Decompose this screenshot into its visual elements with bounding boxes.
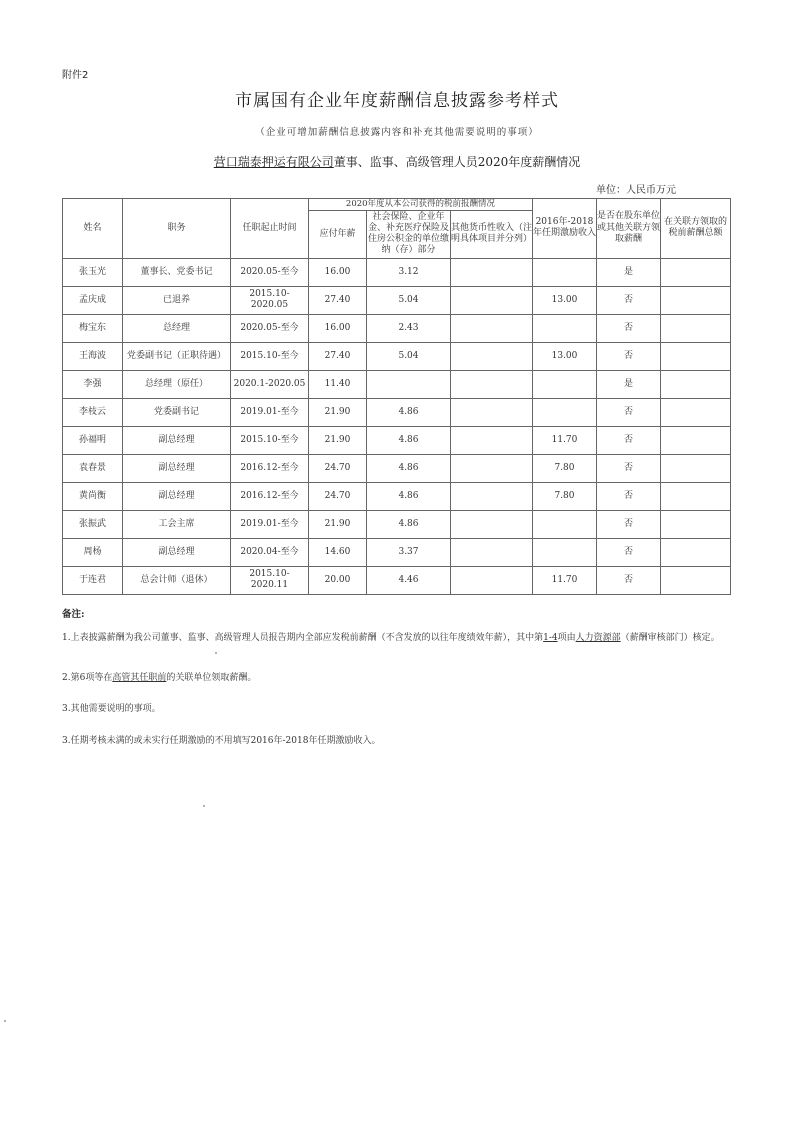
cell-salary: 27.40 xyxy=(309,342,367,370)
table-row xyxy=(63,286,731,314)
cell-name: 孙福明 xyxy=(63,426,123,454)
header-incentive: 2016年-2018年任期激励收入 xyxy=(533,199,597,259)
cell-affiliate-total xyxy=(661,426,731,454)
header-other-income: 其他货币性收入（注明具体项目并分列） xyxy=(451,210,533,258)
cell-incentive: 7.80 xyxy=(533,482,597,510)
cell-other xyxy=(451,510,533,538)
cell-affiliate-total xyxy=(661,370,731,398)
cell-insurance: 2.43 xyxy=(367,314,451,342)
unit-label: 单位：人民币万元 xyxy=(596,185,676,196)
cell-insurance: 4.86 xyxy=(367,426,451,454)
cell-affiliate-total xyxy=(661,258,731,286)
cell-salary: 16.00 xyxy=(309,258,367,286)
cell-insurance: 5.04 xyxy=(367,342,451,370)
cell-position: 党委副书记 xyxy=(123,398,231,426)
cell-name: 袁春景 xyxy=(63,454,123,482)
cell-position: 党委副书记（正职待遇） xyxy=(123,342,231,370)
header-group: 2020年度从本公司获得的税前报酬情况 xyxy=(309,199,533,211)
cell-insurance: 3.37 xyxy=(367,538,451,566)
cell-position: 董事长、党委书记 xyxy=(123,258,231,286)
cell-affiliate: 否 xyxy=(597,566,661,594)
cell-affiliate-total xyxy=(661,454,731,482)
note-2 xyxy=(62,672,732,685)
cell-name: 王海波 xyxy=(63,342,123,370)
cell-insurance: 4.86 xyxy=(367,454,451,482)
note-1-text: 1.上表披露薪酬为我公司董事、监事、高级管理人员报告期内全部应发税前薪酬（不含发放的以往年度绩效年薪），其中第 xyxy=(62,633,544,643)
company-name: 营口瑞泰押运有限公司 xyxy=(213,155,334,169)
cell-term: 2020.1-2020.05 xyxy=(231,370,309,398)
cell-salary: 24.70 xyxy=(309,454,367,482)
cell-insurance: 4.86 xyxy=(367,482,451,510)
cell-affiliate: 否 xyxy=(597,538,661,566)
cell-affiliate-total xyxy=(661,482,731,510)
cell-affiliate-total xyxy=(661,314,731,342)
cell-other xyxy=(451,566,533,594)
page-subtitle: （企业可增加薪酬信息披露内容和补充其他需要说明的事项） xyxy=(255,127,539,138)
cell-position: 副总经理 xyxy=(123,454,231,482)
cell-term: 2016.12-至今 xyxy=(231,454,309,482)
scan-speck xyxy=(215,652,217,654)
cell-incentive xyxy=(533,510,597,538)
note-3: 3.其他需要说明的事项。 xyxy=(62,704,161,714)
header-salary: 应付年薪 xyxy=(309,210,367,258)
cell-term: 2015.10-至今 xyxy=(231,342,309,370)
cell-position: 工会主席 xyxy=(123,510,231,538)
cell-other xyxy=(451,454,533,482)
table-row xyxy=(63,538,731,566)
cell-salary: 21.90 xyxy=(309,426,367,454)
cell-incentive xyxy=(533,538,597,566)
table-row xyxy=(63,510,731,538)
cell-insurance: 4.86 xyxy=(367,398,451,426)
cell-position: 副总经理 xyxy=(123,482,231,510)
cell-incentive xyxy=(533,258,597,286)
cell-insurance: 4.46 xyxy=(367,566,451,594)
cell-affiliate: 否 xyxy=(597,510,661,538)
table-heading xyxy=(0,153,794,170)
heading-rest: 董事、监事、高级管理人员2020年度薪酬情况 xyxy=(333,155,581,169)
header-affiliate-paid: 是否在股东单位或其他关联方领取薪酬 xyxy=(597,199,661,259)
cell-other xyxy=(451,538,533,566)
cell-incentive: 7.80 xyxy=(533,454,597,482)
cell-salary: 24.70 xyxy=(309,482,367,510)
table-row xyxy=(63,426,731,454)
table-row xyxy=(63,258,731,286)
cell-other xyxy=(451,286,533,314)
cell-insurance xyxy=(367,370,451,398)
cell-other xyxy=(451,370,533,398)
cell-term: 2020.04-至今 xyxy=(231,538,309,566)
note-2-text-2: 的关联单位领取薪酬。 xyxy=(166,673,257,683)
cell-name: 于连君 xyxy=(63,566,123,594)
cell-other xyxy=(451,314,533,342)
cell-term: 2015.10-2020.11 xyxy=(231,566,309,594)
cell-affiliate: 否 xyxy=(597,286,661,314)
cell-term: 2016.12-至今 xyxy=(231,482,309,510)
cell-affiliate-total xyxy=(661,286,731,314)
cell-salary: 14.60 xyxy=(309,538,367,566)
cell-incentive: 13.00 xyxy=(533,342,597,370)
cell-name: 李枝云 xyxy=(63,398,123,426)
cell-salary: 16.00 xyxy=(309,314,367,342)
notes-label: 备注: xyxy=(62,609,85,620)
table-row xyxy=(63,566,731,594)
cell-term: 2019.01-至今 xyxy=(231,398,309,426)
header-position: 职务 xyxy=(123,199,231,259)
cell-insurance: 4.86 xyxy=(367,510,451,538)
cell-name: 黄尚衡 xyxy=(63,482,123,510)
cell-salary: 11.40 xyxy=(309,370,367,398)
table-row xyxy=(63,342,731,370)
cell-name: 李强 xyxy=(63,370,123,398)
cell-term: 2015.10-2020.05 xyxy=(231,286,309,314)
salary-table xyxy=(62,198,731,595)
note-1-range: 1-4 xyxy=(543,633,558,643)
cell-term: 2019.01-至今 xyxy=(231,510,309,538)
cell-position: 副总经理 xyxy=(123,426,231,454)
cell-salary: 21.90 xyxy=(309,398,367,426)
cell-incentive: 11.70 xyxy=(533,426,597,454)
cell-position: 已退养 xyxy=(123,286,231,314)
note-1 xyxy=(62,632,732,645)
cell-incentive: 13.00 xyxy=(533,286,597,314)
cell-affiliate-total xyxy=(661,342,731,370)
note-2-text: 2.第6项等在 xyxy=(62,673,113,683)
note-1-text-3: （薪酬审核部门）核定。 xyxy=(620,633,720,643)
cell-name: 孟庆成 xyxy=(63,286,123,314)
cell-name: 周杨 xyxy=(63,538,123,566)
cell-salary: 21.90 xyxy=(309,510,367,538)
cell-name: 张振武 xyxy=(63,510,123,538)
header-affiliate-total: 在关联方领取的税前薪酬总额 xyxy=(661,199,731,259)
cell-affiliate-total xyxy=(661,538,731,566)
cell-position: 副总经理 xyxy=(123,538,231,566)
table-row xyxy=(63,314,731,342)
scan-speck xyxy=(4,1020,6,1022)
cell-other xyxy=(451,426,533,454)
note-2-underlined: 高管其任职前 xyxy=(112,673,167,683)
cell-affiliate: 否 xyxy=(597,314,661,342)
cell-affiliate: 是 xyxy=(597,258,661,286)
cell-affiliate: 否 xyxy=(597,454,661,482)
cell-position: 总经理（原任） xyxy=(123,370,231,398)
page-title: 市属国有企业年度薪酬信息披露参考样式 xyxy=(235,91,559,111)
cell-affiliate-total xyxy=(661,510,731,538)
cell-affiliate: 否 xyxy=(597,398,661,426)
table-row xyxy=(63,370,731,398)
cell-position: 总会计师（退休） xyxy=(123,566,231,594)
table-row xyxy=(63,454,731,482)
cell-affiliate: 否 xyxy=(597,426,661,454)
cell-insurance: 3.12 xyxy=(367,258,451,286)
cell-salary: 27.40 xyxy=(309,286,367,314)
header-name: 姓名 xyxy=(63,199,123,259)
cell-name: 张玉光 xyxy=(63,258,123,286)
cell-other xyxy=(451,482,533,510)
cell-incentive xyxy=(533,370,597,398)
note-4: 3.任期考核未满的或未实行任期激励的不用填写2016年-2018年任期激励收入。 xyxy=(62,736,381,746)
cell-affiliate: 是 xyxy=(597,370,661,398)
cell-term: 2020.05-至今 xyxy=(231,314,309,342)
cell-term: 2020.05-至今 xyxy=(231,258,309,286)
table-row xyxy=(63,398,731,426)
cell-term: 2015.10-至今 xyxy=(231,426,309,454)
cell-incentive xyxy=(533,398,597,426)
cell-affiliate: 否 xyxy=(597,342,661,370)
note-1-department: 人力资源部 xyxy=(575,633,621,643)
cell-insurance: 5.04 xyxy=(367,286,451,314)
cell-position: 总经理 xyxy=(123,314,231,342)
cell-other xyxy=(451,398,533,426)
cell-affiliate-total xyxy=(661,566,731,594)
cell-other xyxy=(451,258,533,286)
scan-speck xyxy=(203,805,205,807)
cell-incentive: 11.70 xyxy=(533,566,597,594)
cell-other xyxy=(451,342,533,370)
cell-affiliate: 否 xyxy=(597,482,661,510)
header-insurance: 社会保险、企业年金、补充医疗保险及住房公积金的单位缴纳（存）部分 xyxy=(367,210,451,258)
cell-incentive xyxy=(533,314,597,342)
note-1-text-2: 项由 xyxy=(557,633,576,643)
cell-name: 梅宝东 xyxy=(63,314,123,342)
header-term: 任职起止时间 xyxy=(231,199,309,259)
cell-affiliate-total xyxy=(661,398,731,426)
cell-salary: 20.00 xyxy=(309,566,367,594)
attachment-label: 附件2 xyxy=(62,70,89,81)
table-row xyxy=(63,482,731,510)
